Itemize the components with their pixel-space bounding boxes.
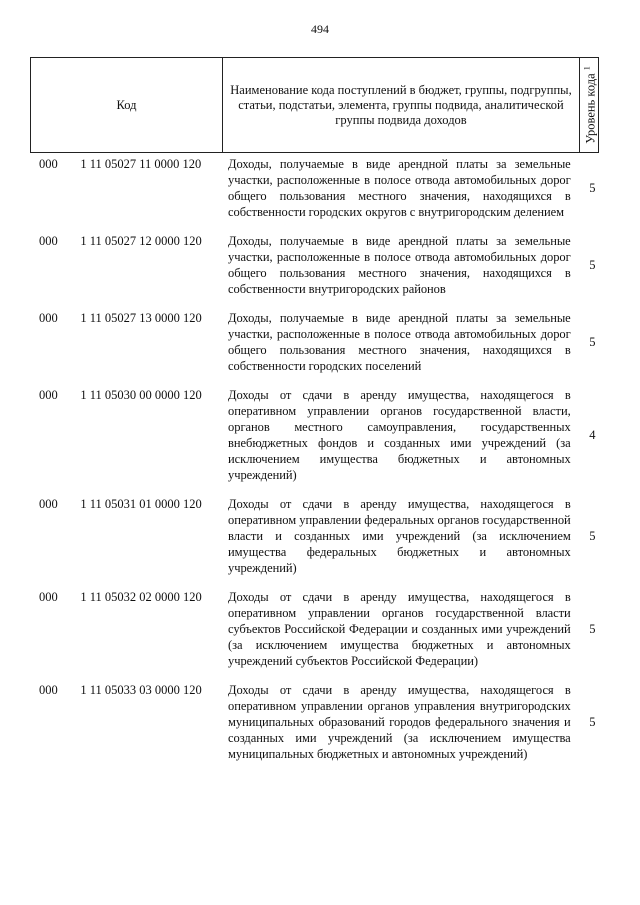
code-level: 5	[589, 714, 596, 729]
footnote-marker: 1	[582, 66, 592, 71]
admin-code: 000	[39, 388, 58, 402]
code-level: 5	[589, 257, 596, 272]
header-level	[580, 58, 599, 153]
table-header	[30, 57, 599, 153]
code-level: 5	[589, 528, 596, 543]
revenue-name: Доходы от сдачи в аренду имущества, находящегося в оперативном управлении органов государственной власти, органов местного самоуправления, государственных внебюджетных фондов и созданных ими учреждений (за исключением имущества бюджетных и автономных учреждений)	[228, 388, 571, 482]
revenue-code: 1 11 05030 00 0000 120	[80, 388, 202, 402]
revenue-code: 1 11 05031 01 0000 120	[80, 497, 202, 511]
code-level: 4	[589, 427, 596, 442]
admin-code: 000	[39, 311, 58, 325]
table-row	[30, 496, 614, 576]
admin-code: 000	[39, 683, 58, 697]
admin-code: 000	[39, 590, 58, 604]
revenue-code: 1 11 05033 03 0000 120	[80, 683, 202, 697]
revenue-name: Доходы, получаемые в виде арендной платы за земельные участки, расположенные в полосе отвода автомобильных дорог общего пользования местного значения, находящихся в собственности внутригородских районов	[228, 234, 571, 296]
page-number: 494	[311, 22, 329, 36]
code-level: 5	[589, 180, 596, 195]
table-row	[30, 233, 614, 297]
revenue-name: Доходы от сдачи в аренду имущества, находящегося в оперативном управлении органов государственной власти субъектов Российской Федерации и созданных ими учреждений (за исключением имущества бюджетных и автономных учреждений субъектов Российской Федерации)	[228, 590, 571, 668]
code-level: 5	[589, 621, 596, 636]
table-row	[30, 682, 614, 762]
code-level: 5	[589, 334, 596, 349]
revenue-name: Доходы от сдачи в аренду имущества, находящегося в оперативном управлении федеральных органов государственной власти и созданных ими учреждений (за исключением имущества федеральных бюджетных и автономных учреждений)	[228, 497, 571, 575]
table-row	[30, 387, 614, 483]
revenue-code: 1 11 05032 02 0000 120	[80, 590, 202, 604]
revenue-code: 1 11 05027 13 0000 120	[80, 311, 202, 325]
revenue-code: 1 11 05027 12 0000 120	[80, 234, 202, 248]
header-code: Код	[31, 58, 223, 153]
table-body	[30, 156, 614, 775]
table-row	[30, 589, 614, 669]
revenue-code: 1 11 05027 11 0000 120	[80, 157, 202, 171]
admin-code: 000	[39, 497, 58, 511]
header-level-text	[579, 66, 598, 144]
table-row	[30, 156, 614, 220]
header-level-label: Уровень кода	[583, 73, 598, 144]
admin-code: 000	[39, 234, 58, 248]
admin-code: 000	[39, 157, 58, 171]
revenue-name: Доходы, получаемые в виде арендной платы за земельные участки, расположенные в полосе отвода автомобильных дорог общего пользования местного значения, находящихся в собственности городских округов с внутригородским делением	[228, 157, 571, 219]
revenue-name: Доходы от сдачи в аренду имущества, находящегося в оперативном управлении органов управления внутригородских муниципальных образований городов федерального значения и созданных ими учреждений (за исключением имущества муниципальных бюджетных и автономных учреждений)	[228, 683, 571, 761]
table-row	[30, 310, 614, 374]
header-name: Наименование кода поступлений в бюджет, группы, подгруппы, статьи, подстатьи, элемента, группы подвида, аналитической группы подвида доходов	[223, 58, 580, 153]
revenue-name: Доходы, получаемые в виде арендной платы за земельные участки, расположенные в полосе отвода автомобильных дорог общего пользования местного значения, находящихся в собственности городских поселений	[228, 311, 571, 373]
